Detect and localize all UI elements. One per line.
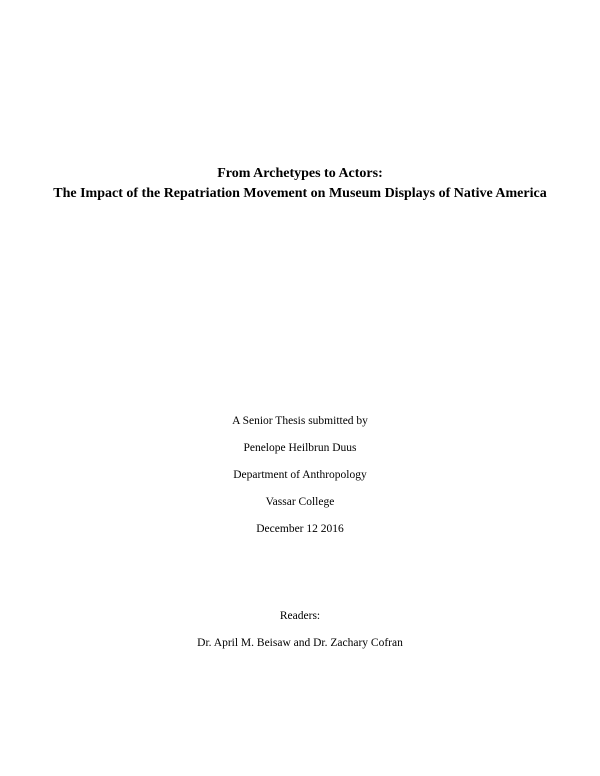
thesis-title-line-1: From Archetypes to Actors: [217, 166, 383, 181]
department-name: Department of Anthropology [233, 469, 367, 481]
readers-label: Readers: [279, 610, 321, 622]
submission-statement: A Senior Thesis submitted by [232, 415, 368, 427]
submission-date: December 12 2016 [256, 523, 344, 535]
college-name: Vassar College [265, 496, 335, 508]
author-name: Penelope Heilbrun Duus [243, 442, 357, 454]
readers-names: Dr. April M. Beisaw and Dr. Zachary Cofran [197, 637, 403, 649]
thesis-title-line-2: The Impact of the Repatriation Movement on Museum Displays of Native America [53, 186, 547, 201]
